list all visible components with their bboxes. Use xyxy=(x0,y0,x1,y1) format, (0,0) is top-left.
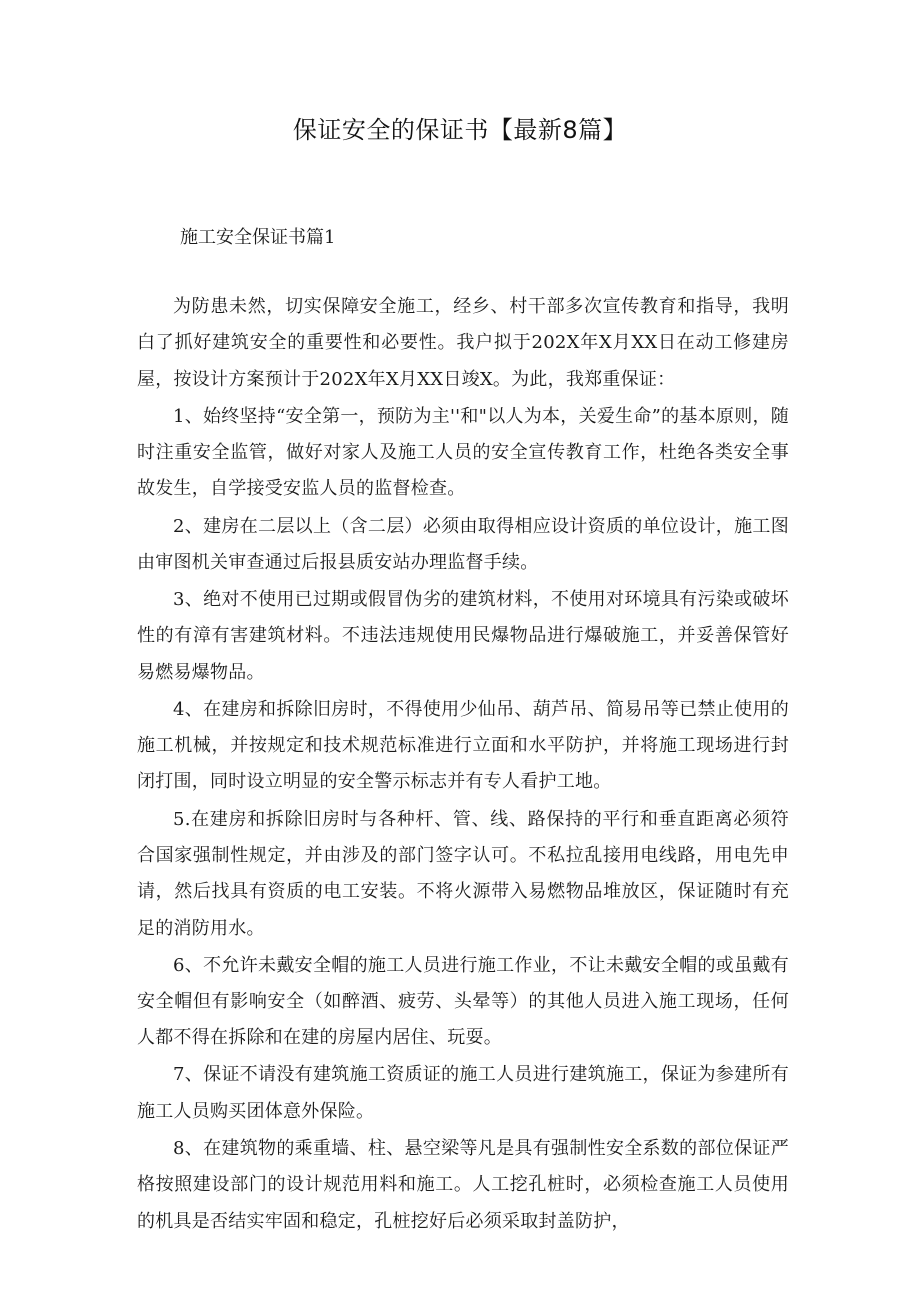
paragraph-item-8: 8、在建筑物的乘重墙、柱、悬空梁等凡是具有强制性安全系数的部位保证严格按照建设部门的设计规范用料和施工。人工挖孔桩时，必须检查施工人员使用的机具是否结实牢固和稳定，孔桩挖好后必须采取封盖防护， xyxy=(137,1137,789,1232)
paragraph-item-3: 3、绝对不使用已过期或假冒伪劣的建筑材料，不使用对环境具有污染或破坏性的有漳有害建筑材料。不违法违规使用民爆物品进行爆破施工，并妥善保管好易燃易爆物品。 xyxy=(137,589,789,683)
paragraph-item-2: 2、建房在二层以上（含二层）必须由取得相应设计资质的单位设计，施工图由审图机关审查通过后报县质安站办理监督手续。 xyxy=(137,515,789,573)
paragraph-intro: 为防患未然，切实保障安全施工，经乡、村干部多次宣传教育和指导，我明白了抓好建筑安全的重要性和必要性。我户拟于202X年X月XX日在动工修建房屋，按设计方案预计于202X年X月XX日竣X。为此，我郑重保证： xyxy=(137,296,789,390)
paragraph-item-7: 7、保证不请没有建筑施工资质证的施工人员进行建筑施工，保证为参建所有施工人员购买团体意外保险。 xyxy=(137,1064,789,1122)
document-title: 保证安全的保证书【最新8篇】 xyxy=(292,116,628,144)
paragraph-item-1: 1、始终坚持“安全第一，预防为主''和"以人为本，关爱生命”的基本原则，随时注重安全监管，做好对家人及施工人员的安全宣传教育工作，杜绝各类安全事故发生，自学接受安监人员的监督检查。 xyxy=(137,405,789,500)
document-body xyxy=(137,289,789,1241)
section-heading: 施工安全保证书篇1 xyxy=(180,227,336,248)
paragraph-item-4: 4、在建房和拆除旧房时，不得使用少仙吊、葫芦吊、简易吊等已禁止使用的施工机械，并按规定和技术规范标准进行立面和水平防护，并将施工现场进行封闭打围，同时设立明显的安全警示标志并有专人看护工地。 xyxy=(137,698,789,793)
paragraph-item-5: 5.在建房和拆除旧房时与各种杆、管、线、路保持的平行和垂直距离必须符合国家强制性规定，并由涉及的部门签字认可。不私拉乱接用电线路，用电先申请，然后找具有资质的电工安装。不将火源带入易燃物品堆放区，保证随时有充足的消防用水。 xyxy=(137,808,789,939)
paragraph-item-6: 6、不允许未戴安全帽的施工人员进行施工作业，不让未戴安全帽的或虽戴有安全帽但有影响安全（如醉酒、疲劳、头晕等）的其他人员进入施工现场，任何人都不得在拆除和在建的房屋内居住、玩耍。 xyxy=(137,954,789,1049)
